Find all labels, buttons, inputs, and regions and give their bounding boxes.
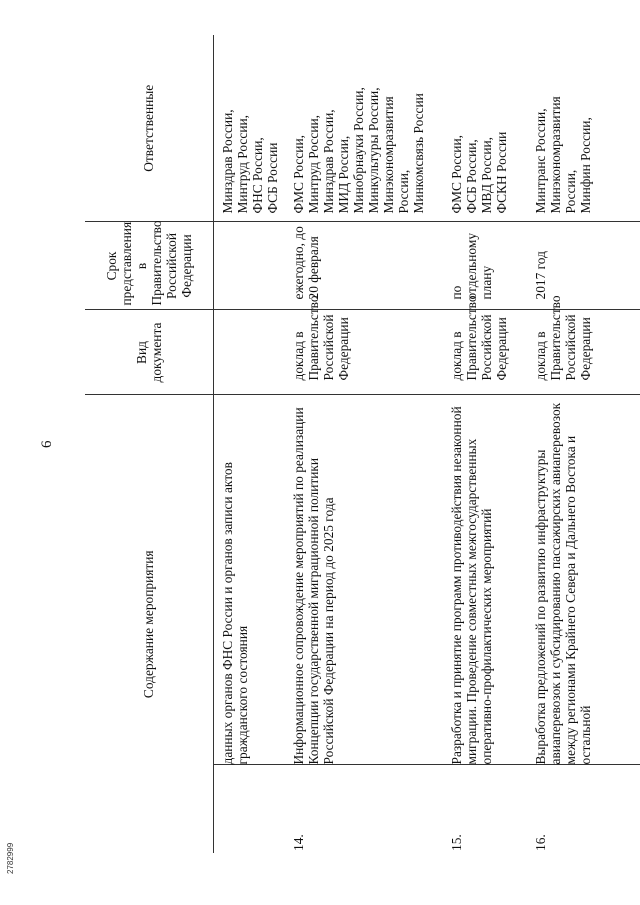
row-number	[213, 765, 285, 853]
row-content: Выработка предложений по развитию инфраструктуры авиаперевозок и субсидированию пассажирских авиаперевозок между регионами Крайнего Севера и Дальнего Востока и остальной	[527, 395, 640, 765]
row-doc-type: доклад в Правительство Российской Федерации	[527, 310, 640, 395]
row-deadline: 2017 год	[527, 222, 640, 310]
table-header-row	[85, 35, 213, 853]
measures-table	[85, 35, 640, 853]
table-row	[527, 35, 640, 853]
row-number: 14.	[291, 834, 306, 851]
header-responsible: Ответственные	[85, 35, 213, 222]
row-responsible: ФМС России, ФСБ России, МВД России, ФСКН России	[443, 35, 527, 222]
row-deadline: ежегодно, до 20 февраля	[285, 222, 443, 310]
rotated-content	[39, 33, 635, 853]
row-content: Информационное сопровождение мероприятий по реализации Концепции государственной миграционной политики Российской Федерации на период до 2025 года	[285, 395, 443, 765]
header-doc-type: Вид документа	[85, 310, 213, 395]
row-doc-type	[213, 310, 285, 395]
row-content: данных органов ФНС России и органов записи актов гражданского состояния	[213, 395, 285, 765]
row-deadline	[213, 222, 285, 310]
row-responsible: ФМС России, Минтруд России, Минздрав России, МИД России, Минобрнауки России, Минкультуры России, Минэкономразвития России, Минкомсвязь России	[285, 35, 443, 222]
header-content: Содержание мероприятия	[85, 395, 213, 853]
header-deadline: Срок представления в Правительство Российской Федерации	[85, 222, 213, 310]
side-code: 2782999	[6, 842, 15, 874]
row-deadline: по отдельному плану	[443, 222, 527, 310]
row-number: 16.	[533, 834, 548, 851]
row-doc-type: доклад в Правительство Российской Федерации	[443, 310, 527, 395]
row-responsible: Минтранс России, Минэкономразвития России, Минфин России,	[527, 35, 640, 222]
page-number: 6	[39, 440, 55, 448]
table-row	[285, 35, 443, 853]
row-number: 15.	[449, 834, 464, 851]
row-doc-type: доклад в Правительство Российской Федерации	[285, 310, 443, 395]
table-row	[443, 35, 527, 853]
row-content: Разработка и принятие программ противодействия незаконной миграции. Проведение совместных межгосударственных оперативно-профилактических мероприятий	[443, 395, 527, 765]
row-responsible: Минздрав России, Минтруд России, ФНС России, ФСБ России	[213, 35, 285, 222]
table-row	[213, 35, 285, 853]
